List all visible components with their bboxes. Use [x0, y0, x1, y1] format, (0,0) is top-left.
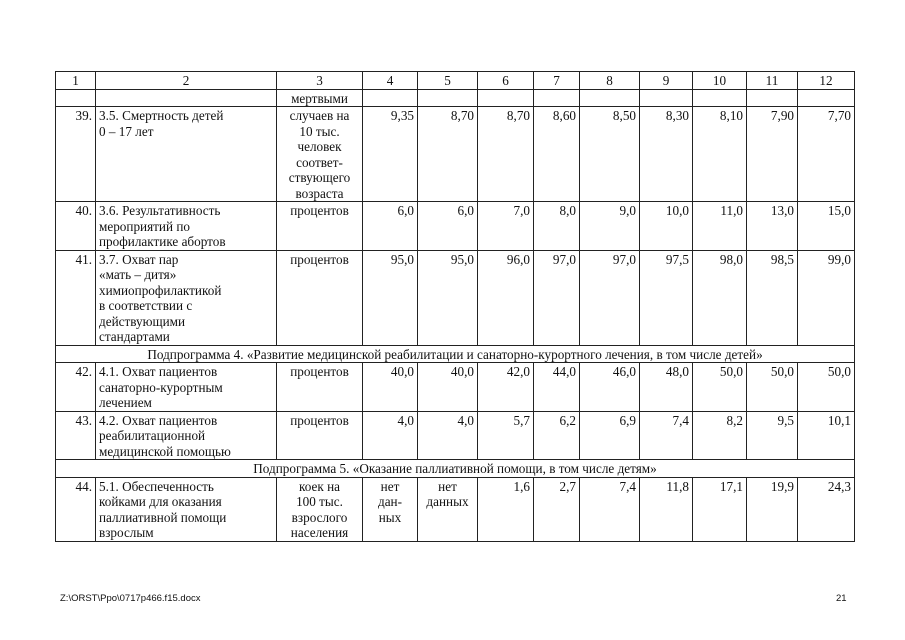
value-cell: 44,0: [534, 363, 580, 412]
section-row: [56, 345, 855, 363]
value-cell: 9,35: [363, 107, 418, 202]
header-cell: 12: [798, 72, 855, 90]
unit-cell: коек на 100 тыс. взрослого населения: [277, 477, 363, 541]
value-cell: 95,0: [418, 250, 478, 345]
header-cell: 6: [478, 72, 534, 90]
value-cell: 42,0: [478, 363, 534, 412]
value-cell: 48,0: [640, 363, 693, 412]
indicator-name: 4.1. Охват пациентов санаторно-курортным лечением: [96, 363, 277, 412]
value-cell: 10,1: [798, 411, 855, 460]
empty-cell: [418, 89, 478, 107]
header-cell: 9: [640, 72, 693, 90]
header-cell: 1: [56, 72, 96, 90]
value-cell: 8,60: [534, 107, 580, 202]
value-cell: 24,3: [798, 477, 855, 541]
unit-cell: процентов: [277, 250, 363, 345]
empty-cell: [747, 89, 798, 107]
value-cell: 6,2: [534, 411, 580, 460]
unit-cell: процентов: [277, 411, 363, 460]
footer-page-number: 21: [836, 593, 847, 604]
empty-cell: [693, 89, 747, 107]
value-cell: 10,0: [640, 202, 693, 251]
value-cell: 7,4: [580, 477, 640, 541]
table-row: [56, 411, 855, 460]
row-number: 42.: [56, 363, 96, 412]
header-cell: 11: [747, 72, 798, 90]
value-cell: 7,90: [747, 107, 798, 202]
value-cell: 19,9: [747, 477, 798, 541]
value-cell: 7,4: [640, 411, 693, 460]
value-cell: 96,0: [478, 250, 534, 345]
value-cell: 46,0: [580, 363, 640, 412]
value-cell: 2,7: [534, 477, 580, 541]
indicator-name: 3.7. Охват пар «мать – дитя» химиопрофилактикой в соответствии с действующими стандартами: [96, 250, 277, 345]
value-cell: 8,2: [693, 411, 747, 460]
value-cell: 40,0: [363, 363, 418, 412]
empty-cell: [580, 89, 640, 107]
indicator-name: 3.5. Смертность детей 0 – 17 лет: [96, 107, 277, 202]
value-cell: 97,0: [580, 250, 640, 345]
value-cell: 98,0: [693, 250, 747, 345]
value-cell: 6,9: [580, 411, 640, 460]
value-cell: 11,0: [693, 202, 747, 251]
continuation-row: [56, 89, 855, 107]
value-cell: 50,0: [693, 363, 747, 412]
table-row: [56, 363, 855, 412]
value-cell: 8,10: [693, 107, 747, 202]
row-number: 41.: [56, 250, 96, 345]
empty-cell: [798, 89, 855, 107]
value-cell: 98,5: [747, 250, 798, 345]
section-title: Подпрограмма 4. «Развитие медицинской реабилитации и санаторно-курортного лечения, в том числе детей»: [56, 345, 855, 363]
value-cell: 7,70: [798, 107, 855, 202]
header-cell: 4: [363, 72, 418, 90]
row-number: 44.: [56, 477, 96, 541]
empty-cell: [534, 89, 580, 107]
continuation-unit: мертвыми: [277, 89, 363, 107]
header-row: [56, 72, 855, 90]
empty-cell: [640, 89, 693, 107]
value-cell: 40,0: [418, 363, 478, 412]
section-row: [56, 460, 855, 478]
indicator-name: 3.6. Результативность мероприятий по профилактике абортов: [96, 202, 277, 251]
indicator-name: 5.1. Обеспеченность койками для оказания паллиативной помощи взрослым: [96, 477, 277, 541]
value-cell: 97,0: [534, 250, 580, 345]
value-cell: нет дан- ных: [363, 477, 418, 541]
value-cell: 8,70: [478, 107, 534, 202]
value-cell: 7,0: [478, 202, 534, 251]
value-cell: 13,0: [747, 202, 798, 251]
value-cell: 97,5: [640, 250, 693, 345]
header-cell: 8: [580, 72, 640, 90]
value-cell: 50,0: [798, 363, 855, 412]
unit-cell: случаев на 10 тыс. человек соответ- ствующего возраста: [277, 107, 363, 202]
empty-cell: [56, 89, 96, 107]
value-cell: 50,0: [747, 363, 798, 412]
value-cell: 6,0: [418, 202, 478, 251]
table-row: [56, 250, 855, 345]
value-cell: 15,0: [798, 202, 855, 251]
empty-cell: [363, 89, 418, 107]
header-cell: 5: [418, 72, 478, 90]
value-cell: 8,30: [640, 107, 693, 202]
value-cell: 8,0: [534, 202, 580, 251]
value-cell: 11,8: [640, 477, 693, 541]
value-cell: 9,5: [747, 411, 798, 460]
value-cell: 17,1: [693, 477, 747, 541]
table-row: [56, 107, 855, 202]
value-cell: 4,0: [418, 411, 478, 460]
table-row: [56, 202, 855, 251]
value-cell: 4,0: [363, 411, 418, 460]
value-cell: 1,6: [478, 477, 534, 541]
value-cell: 8,70: [418, 107, 478, 202]
row-number: 40.: [56, 202, 96, 251]
header-cell: 7: [534, 72, 580, 90]
header-cell: 10: [693, 72, 747, 90]
value-cell: 5,7: [478, 411, 534, 460]
unit-cell: процентов: [277, 363, 363, 412]
value-cell: 99,0: [798, 250, 855, 345]
value-cell: 6,0: [363, 202, 418, 251]
value-cell: 9,0: [580, 202, 640, 251]
row-number: 39.: [56, 107, 96, 202]
table-row: [56, 477, 855, 541]
empty-cell: [478, 89, 534, 107]
indicator-name: 4.2. Охват пациентов реабилитационной медицинской помощью: [96, 411, 277, 460]
header-cell: 3: [277, 72, 363, 90]
empty-cell: [96, 89, 277, 107]
value-cell: 95,0: [363, 250, 418, 345]
value-cell: 8,50: [580, 107, 640, 202]
value-cell: нет данных: [418, 477, 478, 541]
footer-file-path: Z:\ORST\Ppo\0717p466.f15.docx: [60, 593, 201, 604]
header-cell: 2: [96, 72, 277, 90]
indicators-table: [55, 71, 855, 542]
section-title: Подпрограмма 5. «Оказание паллиативной помощи, в том числе детям»: [56, 460, 855, 478]
row-number: 43.: [56, 411, 96, 460]
unit-cell: процентов: [277, 202, 363, 251]
